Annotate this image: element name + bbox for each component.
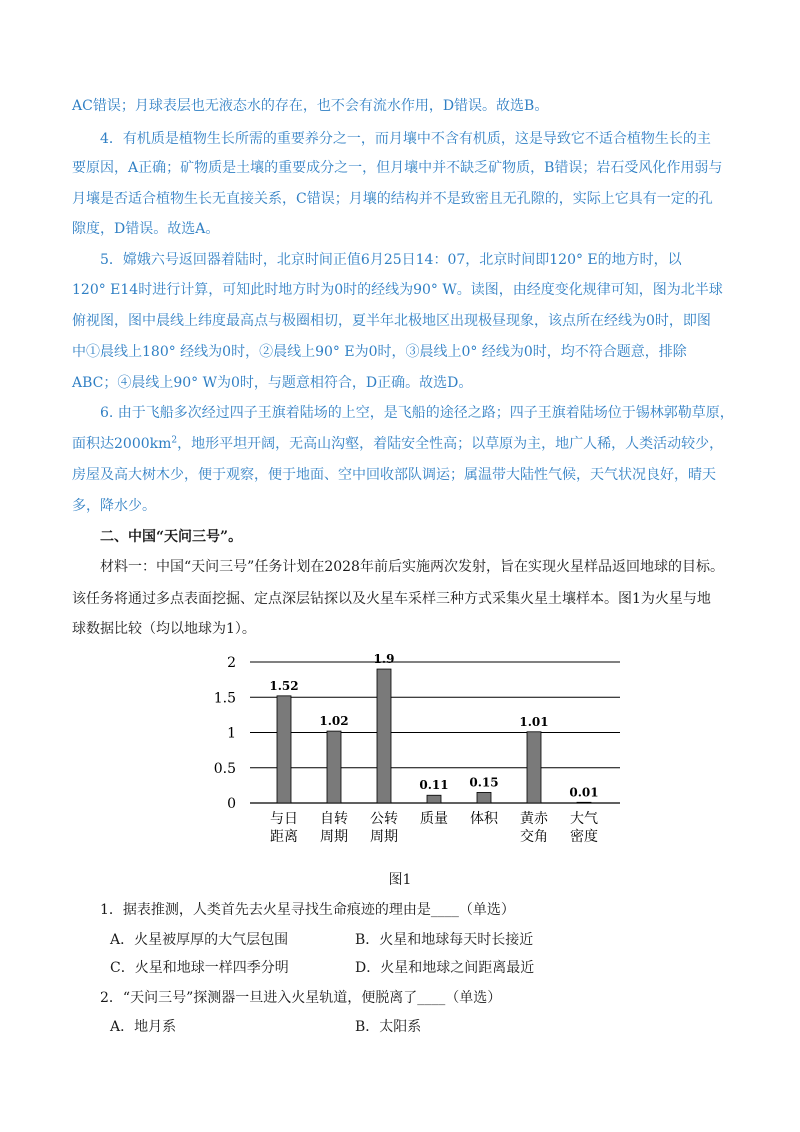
answer-4-line: 4．有机质是植物生长所需的重要养分之一，而月壤中不含有机质，这是导致它不适合植物生长的主: [100, 131, 711, 147]
category-label: 与日: [270, 811, 298, 827]
bar: [327, 731, 341, 803]
option-a: A．火星被厚厚的大气层包围: [110, 932, 289, 948]
category-label: 周期: [320, 829, 348, 845]
y-tick-label: 1.5: [213, 690, 236, 707]
y-tick-label: 0.5: [213, 760, 236, 777]
data-label: 1.52: [269, 678, 299, 693]
figure-caption: 图1: [388, 872, 412, 888]
option-a: A．地月系: [110, 1019, 177, 1035]
bar: [427, 795, 441, 803]
option-c: C．火星和地球一样四季分明: [110, 960, 289, 976]
bar-chart: [200, 648, 630, 848]
option-d: D．火星和地球之间距离最近: [355, 960, 535, 976]
material-line: 材料一：中国“天问三号”任务计划在2028年前后实施两次发射，旨在实现火星样品返回地球的目标。: [100, 559, 724, 575]
answer-text: ，地形平坦开阔，无高山沟壑，着陆安全性高；以草原为主，地广人稀，人类活动较少，: [177, 436, 724, 452]
answer-line: 多，降水少。: [72, 498, 156, 514]
answer-line: ABC；④晨线上90° W为0时，与题意相符合，D正确。故选D。: [72, 375, 473, 391]
data-label: 1.01: [519, 714, 549, 729]
category-label: 交角: [520, 829, 548, 845]
superscript-2: 2: [171, 435, 178, 446]
answer-6-line: 6. 由于飞船多次经过四子王旗着陆场的上空，是飞船的途径之路；四子王旗着陆场位于锡林郭勒草原，: [100, 405, 734, 421]
material-line: 该任务将通过多点表面挖掘、定点深层钻探以及火星车采样三种方式采集火星土壤样本。图1为火星与地: [72, 591, 711, 607]
y-tick-label: 0: [227, 796, 236, 812]
category-label: 自转: [320, 811, 348, 827]
answer-5-line: 5．嫦娥六号返回器着陆时，北京时间正值6月25日14：07，北京时间即120° E的地方时，以: [100, 252, 682, 268]
category-label: 密度: [570, 829, 598, 845]
answer-line: [72, 434, 723, 454]
category-label: 黄赤: [520, 811, 548, 827]
answer-line: 隙度，D错误。故选A。: [72, 221, 220, 237]
category-label: 质量: [420, 811, 448, 827]
question-2-stem: 2．“天问三号”探测器一旦进入火星轨道，便脱离了____（单选）: [100, 990, 502, 1006]
material-line: 球数据比较（均以地球为1）。: [72, 621, 256, 637]
option-b: B．火星和地球每天时长接近: [355, 932, 534, 948]
y-tick-label: 1: [227, 725, 236, 742]
category-label: 公转: [370, 811, 398, 827]
category-label: 周期: [370, 829, 398, 845]
answer-line: 房屋及高大树木少，便于观察，便于地面、空中回收部队调运；属温带大陆性气候，天气状况良好，晴天: [72, 467, 716, 483]
data-label: 0.11: [419, 778, 449, 793]
answer-line: 俯视图，图中晨线上纬度最高点与极圈相切，夏半年北极地区出现极昼现象，该点所在经线为0时，即图: [72, 313, 711, 329]
data-label: 0.15: [469, 775, 499, 790]
category-label: 距离: [270, 829, 298, 845]
section-heading: 二、中国“天问三号”。: [100, 529, 243, 545]
bar: [277, 696, 291, 803]
bar: [477, 792, 491, 803]
y-tick-label: 2: [227, 655, 236, 671]
answer-line: 120° E14时进行计算，可知此时地方时为0时的经线为90° W。读图，由经度变化规律可知，图为北半球: [72, 282, 723, 298]
bar: [377, 669, 391, 803]
question-1-stem: 1．据表推测，人类首先去火星寻找生命痕迹的理由是____（单选）: [100, 902, 515, 918]
category-label: 体积: [470, 811, 498, 827]
data-label: 1.02: [319, 714, 349, 729]
option-b: B．太阳系: [355, 1019, 422, 1035]
answer-line: 要原因，A正确；矿物质是土壤的重要成分之一，但月壤中并不缺乏矿物质，B错误；岩石受风化作用弱与: [72, 160, 723, 176]
bar: [577, 802, 591, 803]
answer-line: AC错误；月球表层也无液态水的存在，也不会有流水作用，D错误。故选B。: [72, 98, 549, 114]
area-text: 面积达2000km: [72, 436, 172, 452]
bar: [527, 732, 541, 803]
answer-line: 中①晨线上180° 经线为0时，②晨线上90° E为0时，③晨线上0° 经线为0时，均不符合题意，排除: [72, 344, 687, 360]
data-label: 1.9: [373, 652, 395, 667]
answer-line: 月壤是否适合植物生长无直接关系，C错误；月壤的结构并不是致密且无孔隙的，实际上它具有一定的孔: [72, 191, 713, 207]
category-label: 大气: [570, 811, 598, 827]
data-label: 0.01: [569, 785, 599, 800]
